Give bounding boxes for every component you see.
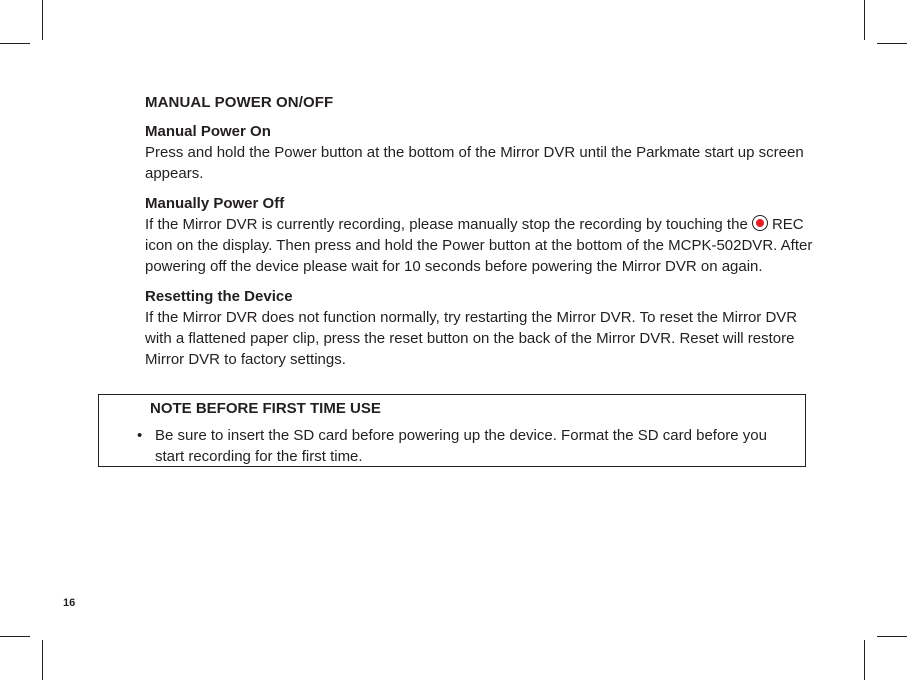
- section-manual-power-on: [145, 121, 815, 184]
- crop-mark: [877, 43, 907, 44]
- section-body: [145, 214, 815, 277]
- bullet-icon: •: [137, 427, 143, 444]
- section-manually-power-off: [145, 193, 815, 277]
- note-list: [137, 425, 787, 467]
- list-item: [137, 425, 787, 467]
- section-resetting-device: [145, 286, 815, 370]
- crop-mark: [864, 0, 865, 40]
- note-box: [98, 394, 806, 467]
- page-heading: MANUAL POWER ON/OFF: [145, 94, 334, 111]
- crop-mark: [42, 0, 43, 40]
- crop-mark: [864, 640, 865, 680]
- section-body-text: If the Mirror DVR is currently recording, please manually stop the recording by touching the: [145, 216, 748, 233]
- section-title: Manually Power Off: [145, 195, 285, 212]
- rec-record-icon: [752, 215, 768, 231]
- manual-page-content: [145, 94, 815, 379]
- note-title: NOTE BEFORE FIRST TIME USE: [150, 400, 381, 417]
- section-body: Press and hold the Power button at the bottom of the Mirror DVR until the Parkmate start up screen appears.: [145, 144, 804, 182]
- section-body: If the Mirror DVR does not function normally, try restarting the Mirror DVR. To reset the Mirror DVR with a flattened paper clip, press the reset button on the back of the Mirror DVR. Reset will restore Mirror DVR to factory settings.: [145, 309, 798, 368]
- note-item-text: Be sure to insert the SD card before powering up the device. Format the SD card before you start recording for the first time.: [155, 427, 767, 465]
- crop-mark: [0, 636, 30, 637]
- section-title: Manual Power On: [145, 123, 271, 140]
- section-body-text: REC icon on the display. Then press and hold the Power button at the bottom of the MCPK-502DVR. After powering off the device please wait for 10 seconds before powering the Mirror DVR on again.: [145, 216, 813, 275]
- crop-mark: [0, 43, 30, 44]
- crop-mark: [877, 636, 907, 637]
- page-number: 16: [63, 597, 76, 609]
- section-title: Resetting the Device: [145, 288, 293, 305]
- crop-mark: [42, 640, 43, 680]
